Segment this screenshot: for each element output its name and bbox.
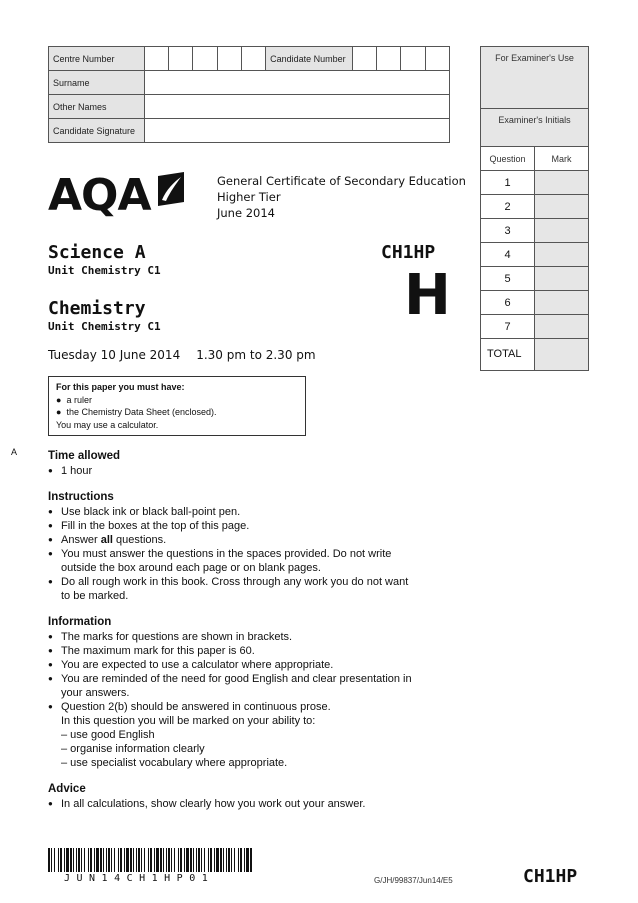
materials-item: ● a ruler bbox=[56, 394, 92, 405]
mark-row bbox=[481, 267, 588, 291]
aqa-logo-text: AQA bbox=[48, 170, 151, 221]
barcode bbox=[48, 848, 253, 874]
information-item: ● Question 2(b) should be answered in continuous prose. In this question you will be marked on your ability to: – use good English – organise information clearly – use specialist vocabulary where appropriate. bbox=[48, 700, 448, 770]
mark-box[interactable] bbox=[535, 315, 588, 338]
question-number: 3 bbox=[481, 219, 535, 242]
barcode-text: JUN14CH1HP01 bbox=[64, 873, 215, 884]
exam-date: Tuesday 10 June 2014 bbox=[48, 348, 181, 362]
examiner-use-panel bbox=[480, 46, 589, 371]
materials-item: ● the Chemistry Data Sheet (enclosed). bbox=[56, 407, 217, 417]
mark-grid-header bbox=[481, 147, 588, 171]
examiner-initials-label: Examiner's Initials bbox=[481, 109, 588, 147]
subject-title: Science A bbox=[48, 242, 146, 263]
instructions-heading: Instructions bbox=[48, 491, 114, 503]
tier-letter: H bbox=[404, 263, 451, 328]
mark-row bbox=[481, 219, 588, 243]
centre-number-box[interactable] bbox=[241, 47, 265, 71]
other-names-label: Other Names bbox=[49, 95, 145, 119]
candidate-number-label: Candidate Number bbox=[266, 47, 353, 71]
candidate-details-table bbox=[48, 46, 450, 143]
mark-row bbox=[481, 243, 588, 267]
certificate-info bbox=[217, 173, 466, 221]
candidate-number-box[interactable] bbox=[425, 47, 449, 71]
mark-box[interactable] bbox=[535, 267, 588, 290]
other-names-field[interactable] bbox=[144, 95, 449, 119]
advice-item: ● In all calculations, show clearly how you work out your answer. bbox=[48, 797, 448, 811]
mark-row bbox=[481, 195, 588, 219]
aqa-logo bbox=[48, 170, 151, 221]
time-allowed-item: ● 1 hour bbox=[48, 464, 448, 478]
mark-row bbox=[481, 171, 588, 195]
centre-number-box[interactable] bbox=[169, 47, 193, 71]
question-number: 2 bbox=[481, 195, 535, 218]
advice-heading: Advice bbox=[48, 783, 86, 795]
materials-note: You may use a calculator. bbox=[56, 419, 159, 430]
surname-field[interactable] bbox=[144, 71, 449, 95]
mark-box[interactable] bbox=[535, 195, 588, 218]
candidate-number-box[interactable] bbox=[352, 47, 376, 71]
question-number: 5 bbox=[481, 267, 535, 290]
signature-label: Candidate Signature bbox=[49, 119, 145, 143]
information-item: ● The marks for questions are shown in brackets. bbox=[48, 630, 448, 644]
mark-box[interactable] bbox=[535, 219, 588, 242]
information-heading: Information bbox=[48, 616, 112, 628]
centre-number-label: Centre Number bbox=[49, 47, 145, 71]
question-header: Question bbox=[481, 147, 535, 170]
subject-title-2: Chemistry bbox=[48, 298, 146, 319]
mark-box[interactable] bbox=[535, 171, 588, 194]
centre-number-box[interactable] bbox=[144, 47, 168, 71]
information-section bbox=[48, 615, 448, 770]
subject-unit: Unit Chemistry C1 bbox=[48, 264, 161, 277]
materials-box bbox=[48, 376, 306, 436]
time-allowed-section bbox=[48, 449, 448, 478]
instruction-item: ● Do all rough work in this book. Cross through any work you do not want to be marked. bbox=[48, 575, 448, 603]
mark-row bbox=[481, 315, 588, 339]
advice-section bbox=[48, 782, 448, 811]
surname-label: Surname bbox=[49, 71, 145, 95]
centre-number-box[interactable] bbox=[193, 47, 217, 71]
question-number: 7 bbox=[481, 315, 535, 338]
mark-header: Mark bbox=[535, 147, 588, 170]
total-label: TOTAL bbox=[481, 339, 535, 370]
certificate-name: General Certificate of Secondary Education bbox=[217, 174, 466, 188]
instruction-item: ● Use black ink or black ball-point pen. bbox=[48, 505, 448, 519]
question-number: 4 bbox=[481, 243, 535, 266]
exam-date-time bbox=[48, 348, 316, 362]
instruction-item: ● You must answer the questions in the spaces provided. Do not write outside the box around each page or on blank pages. bbox=[48, 547, 448, 575]
time-allowed-heading: Time allowed bbox=[48, 450, 121, 462]
mark-box[interactable] bbox=[535, 243, 588, 266]
aqa-swoosh-icon bbox=[156, 172, 186, 206]
candidate-number-box[interactable] bbox=[401, 47, 425, 71]
subject-unit-2: Unit Chemistry C1 bbox=[48, 320, 161, 333]
mark-row bbox=[481, 291, 588, 315]
signature-field[interactable] bbox=[144, 119, 449, 143]
instructions-body bbox=[48, 449, 448, 823]
footer-paper-code: CH1HP bbox=[523, 866, 578, 887]
total-mark-box[interactable] bbox=[535, 339, 588, 370]
candidate-number-box[interactable] bbox=[377, 47, 401, 71]
total-row bbox=[481, 339, 588, 370]
side-mark: A bbox=[11, 447, 18, 457]
materials-heading: For this paper you must have: bbox=[56, 382, 185, 392]
tier-name: Higher Tier bbox=[217, 190, 281, 204]
information-item: ● The maximum mark for this paper is 60. bbox=[48, 644, 448, 658]
information-item: ● You are reminded of the need for good English and clear presentation in your answers. bbox=[48, 672, 448, 700]
question-number: 1 bbox=[481, 171, 535, 194]
paper-code: CH1HP bbox=[381, 242, 436, 263]
centre-number-box[interactable] bbox=[217, 47, 241, 71]
paper-reference: G/JH/99837/Jun14/E5 bbox=[374, 876, 453, 885]
session: June 2014 bbox=[217, 206, 275, 220]
instructions-section bbox=[48, 490, 448, 603]
information-item: ● You are expected to use a calculator where appropriate. bbox=[48, 658, 448, 672]
instruction-item: ● Answer all questions. bbox=[48, 533, 448, 547]
examiner-use-label: For Examiner's Use bbox=[481, 47, 588, 109]
mark-box[interactable] bbox=[535, 291, 588, 314]
exam-time: 1.30 pm to 2.30 pm bbox=[196, 348, 316, 362]
instruction-item: ● Fill in the boxes at the top of this page. bbox=[48, 519, 448, 533]
question-number: 6 bbox=[481, 291, 535, 314]
